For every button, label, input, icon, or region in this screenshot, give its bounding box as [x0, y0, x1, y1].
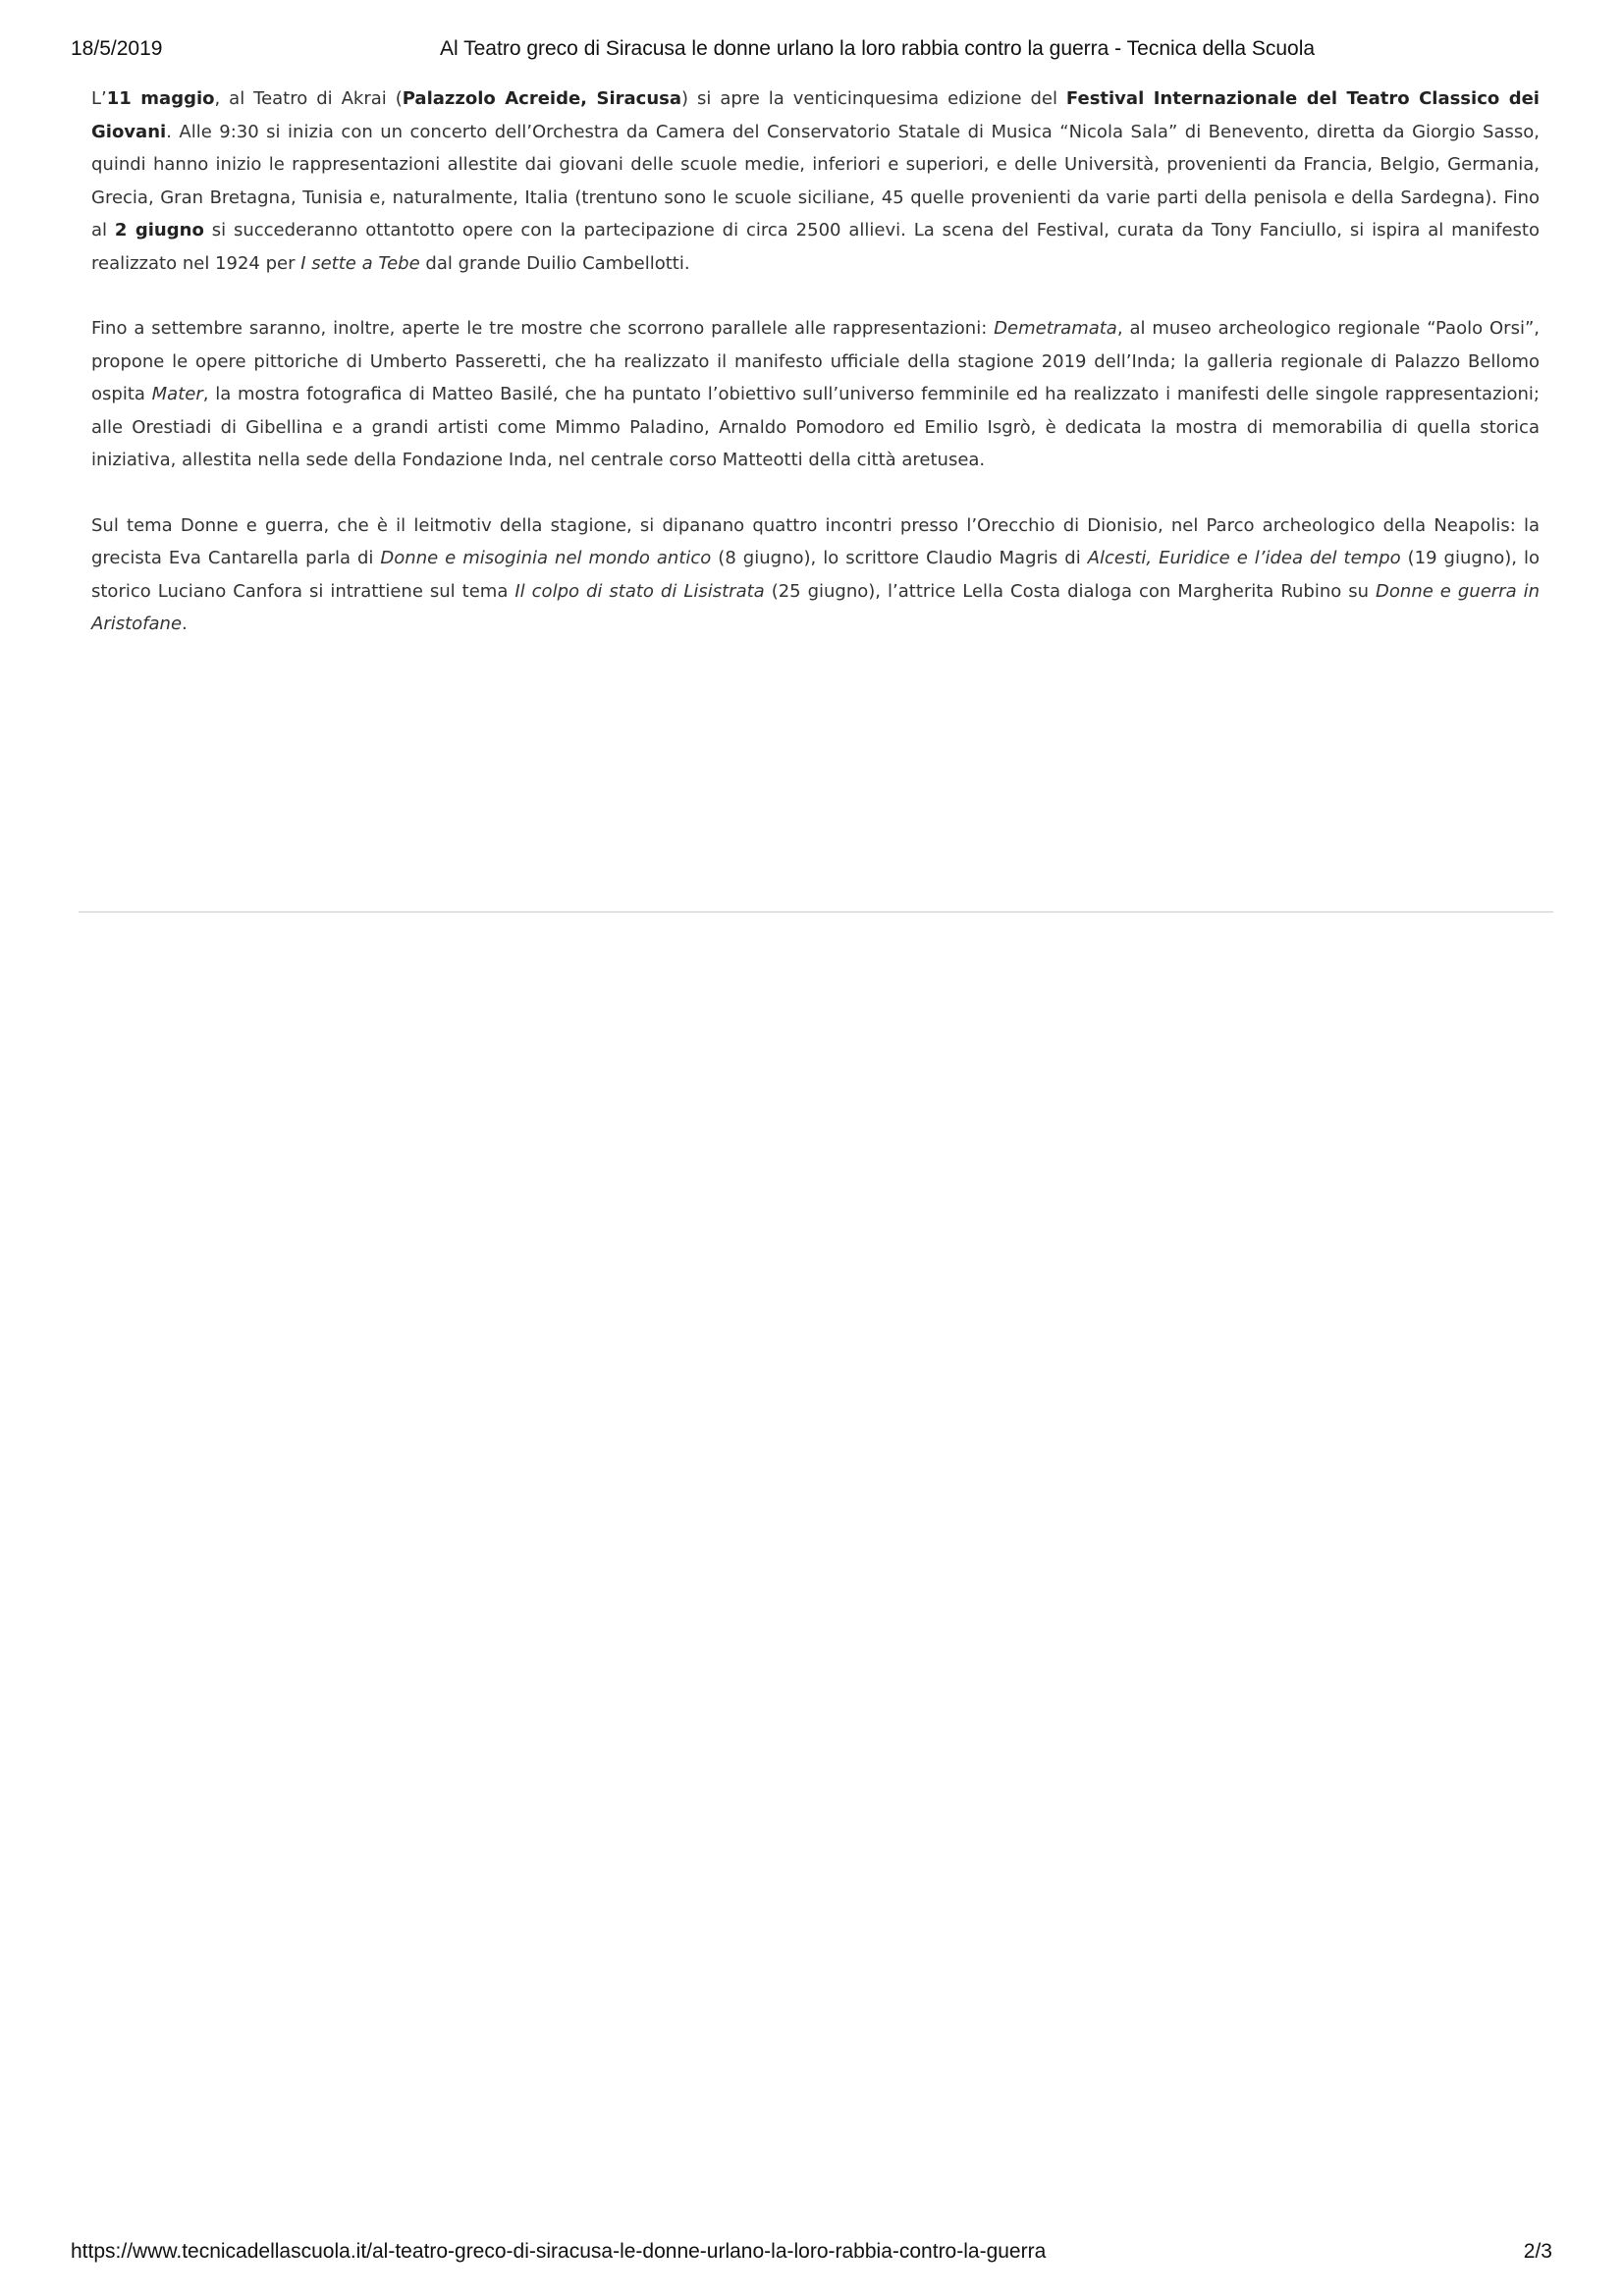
text-run: (25 giugno), l’attrice Lella Costa dialoga con Margherita Rubino su: [764, 580, 1377, 602]
content-divider: [79, 911, 1553, 913]
date-highlight: 11 maggio: [106, 88, 215, 109]
text-run: Sul tema Donne e guerra, che è il leitmotiv della stagione, si dipanano quattro incontri presso l’Orecchio di Dionisio, nel Parco archeologico della Neapolis: la grecista Eva Cantarella parla di: [91, 514, 1540, 568]
paragraph-exhibitions: [91, 312, 1540, 477]
text-run: L’: [91, 88, 107, 109]
text-run: , la mostra fotografica di Matteo Basilé, che ha puntato l’obiettivo sull’universo femminile ed ha realizzato i manifesti delle singole rappresentazioni; alle Orestiadi di Gibellina e a grandi artisti come Mimmo Paladino, Arnaldo Pomodoro ed Emilio Isgrò, è dedicata la mostra di memorabilia di quella storica iniziativa, allestita nella sede della Fondazione Inda, nel centrale corso Matteotti della città aretusea.: [91, 384, 1540, 470]
talk-title: Alcesti, Euridice e l’idea del tempo: [1087, 548, 1401, 568]
talk-title: Donne e guerra in Aristofane: [91, 580, 1540, 634]
talk-title: Il colpo di stato di Lisistrata: [514, 580, 765, 602]
text-run: ) si apre la venticinquesima edizione del: [681, 88, 1066, 109]
article-body: [91, 82, 1540, 673]
work-title: I sette a Tebe: [300, 252, 420, 274]
text-run: .: [182, 614, 188, 634]
page-url: https://www.tecnicadellascuola.it/al-teatro-greco-di-siracusa-le-donne-urlano-la-loro-rabbia-contro-la-guerra: [71, 2240, 1047, 2263]
text-run: , al Teatro di Akrai (: [214, 88, 403, 109]
print-date: 18/5/2019: [71, 37, 163, 60]
festival-name: Festival Internazionale del Teatro Classico dei Giovani: [91, 88, 1540, 142]
exhibition-title: Mater: [151, 384, 203, 404]
exhibition-title: Demetramata: [994, 318, 1117, 339]
page-title: Al Teatro greco di Siracusa le donne urlano la loro rabbia contro la guerra - Tecnica della Scuola: [440, 37, 1316, 60]
paragraph-festival: [91, 82, 1540, 280]
text-run: dal grande Duilio Cambellotti.: [419, 252, 690, 274]
paragraph-meetings: [91, 509, 1540, 641]
print-footer: [71, 2240, 1552, 2269]
text-run: . Alle 9:30 si inizia con un concerto dell’Orchestra da Camera del Conservatorio Statale di Musica “Nicola Sala” di Benevento, diretta da Giorgio Sasso, quindi hanno inizio le rappresentazioni allestite dai giovani delle scuole medie, inferiori e superiori, e delle Università, provenienti da Francia, Belgio, Germania, Grecia, Gran Bretagna, Tunisia e, naturalmente, Italia (trentuno sono le scuole siciliane, 45 quelle provenienti da varie parti della penisola e della Sardegna). Fino al: [91, 121, 1540, 240]
location-highlight: Palazzolo Acreide, Siracusa: [402, 88, 682, 109]
page-number: 2/3: [1523, 2240, 1552, 2263]
date-highlight: 2 giugno: [114, 220, 204, 240]
text-run: (8 giugno), lo scrittore Claudio Magris di: [711, 548, 1088, 568]
text-run: Fino a settembre saranno, inoltre, aperte le tre mostre che scorrono parallele alle rappresentazioni:: [91, 318, 995, 339]
print-header: [71, 37, 1552, 67]
talk-title: Donne e misoginia nel mondo antico: [380, 548, 712, 568]
text-run: si succederanno ottantotto opere con la partecipazione di circa 2500 allievi. La scena del Festival, curata da Tony Fanciullo, si ispira al manifesto realizzato nel 1924 per: [91, 220, 1540, 274]
text-run: (19 giugno), lo storico Luciano Canfora si intrattiene sul tema: [91, 548, 1540, 602]
text-run: , al museo archeologico regionale “Paolo Orsi”, propone le opere pittoriche di Umberto Passeretti, che ha realizzato il manifesto ufficiale della stagione 2019 dell’Inda; la galleria regionale di Palazzo Bellomo ospita: [91, 318, 1540, 404]
